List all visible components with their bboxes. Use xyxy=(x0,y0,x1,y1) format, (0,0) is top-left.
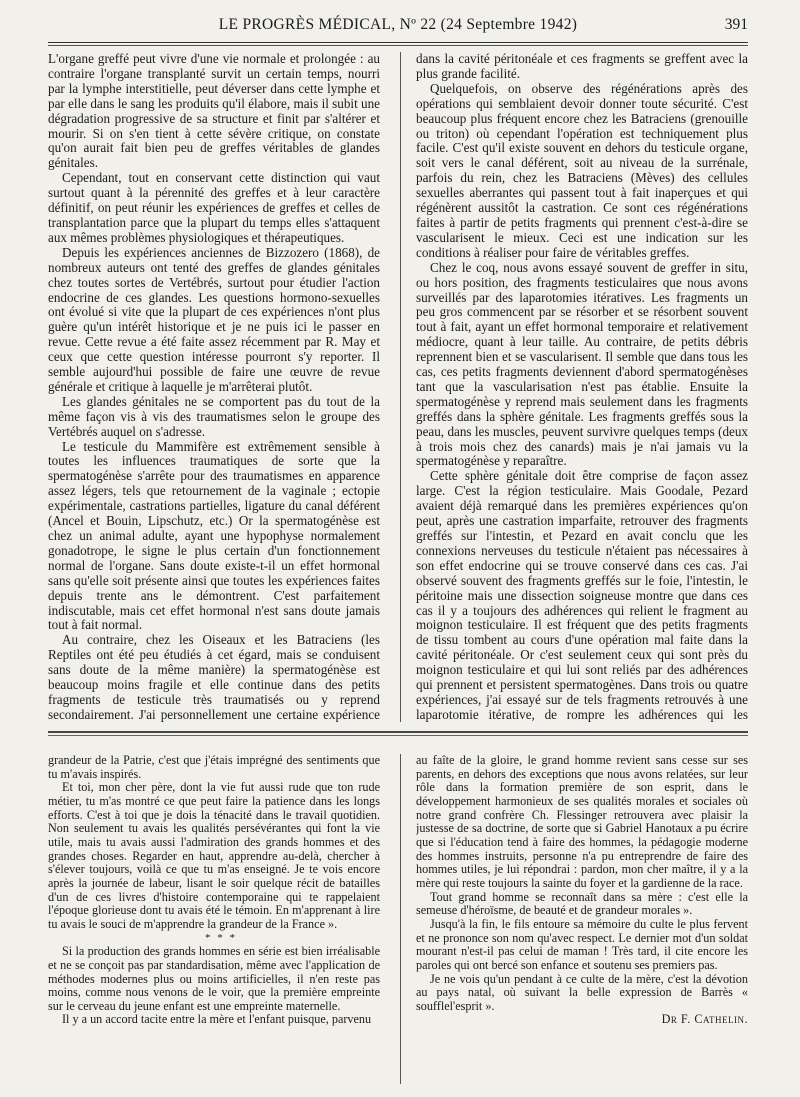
column-divider-bottom xyxy=(400,754,401,1084)
running-title: LE PROGRÈS MÉDICAL, Nº 22 (24 Septembre 1942) xyxy=(218,16,578,33)
paragraph: Jusqu'à la fin, le fils entoure sa mémoire du culte le plus fervent et ne prononce son nom qu'avec respect. Le dernier mot d'un soldat mourant n'est-il pas celui de maman ! Très tard, il cite encore les paroles qui ont bercé son enfance et soutenu ses premiers pas. xyxy=(416,916,748,972)
author-signature: Dr F. Cathelin. xyxy=(661,1012,748,1027)
paragraph: Si la production des grands hommes en série est bien irréalisable et ne se conçoit pas par standardisation, même avec l'application de méthodes modernes plus ou moins artificielles, il n'en reste pas moins, comme nous venons de le voir, que la première empreinte sur le cerveau du jeune enfant est une empreinte maternelle. xyxy=(48,944,380,1013)
paragraph: Au contraire, chez les Oiseaux et les Batraciens (les Reptiles ont été peu étudiés à cet égard, mais se conduisent sans doute de la même manière) la spermatogénèse est beaucoup moins fragile et elle continue dans des petits fragments de testicule très traumatisés ou y reprend secondairement. J'ai personnellement une certaine expérience xyxy=(48,632,380,722)
paragraph: Cette sphère génitale doit être comprise de façon assez large. C'est la région testiculaire. Mais Goodale, Pezard avaient déjà remarqué dans les premières expériences qu'on peut, après une castration imparfaite, retrouver des fragments greffés sur l'intestin, et Pezard en avait conclu que les connexions nerveuses du testicule n'étaient pas nécessaires à son effet endocrine qui se trouve conservé dans ces cas. J'ai observé souvent des fragments greffés sur le foie, l'intestin, le péritoine mais une dissection soigneuse montre que dans ces cas il y a toujours des adhérences qui relient le fragment au moignon testiculaire. Il est fréquent que des petits fragments de tissu tombent au cours d'une opération mal faite dans la cavité péritonéale. Or c'est seulement ceux qui sont près du moignon testiculaire et qui lui sont reliés par des adhérences qui prennent et persistent spermatogènes. Dans trois ou quatre expériences, j'ai essayé sur de tels fragments retrouvés à une laparotomie itérative, de rompre les adhérences qui les xyxy=(416,468,748,722)
paragraph: Depuis les expériences anciennes de Bizzozero (1868), de nombreux auteurs ont tenté des greffes de glandes génitales chez toutes sortes de Vertébrés, surtout pour étudier l'action endocrine de ces glandes. Les questions hormono-sexuelles ont évolué si vite que la plupart de ces expériences n'ont plus guère qu'un intérêt historique et je ne puis ici le passer en revue. Cette revue a été faite assez récemment par R. May et ceux que cette question intéresse pourront s'y reporter. Il semble aujourd'hui possible de faire une œuvre de revue générale et critique à laquelle je m'arrêterai plutôt. xyxy=(48,244,380,394)
paragraph: Tout grand homme se reconnaît dans sa mère : c'est elle la semeuse d'héroïsme, de beauté et de grandeur morales ». xyxy=(416,889,748,918)
column-divider-top xyxy=(400,52,401,722)
paragraph: Le testicule du Mammifère est extrêmement sensible à toutes les influences traumatiques de sorte que la spermatogénèse s'arrête pour des traumatismes en apparence assez légers, tels que retournement de la vaginale ; ectopie expérimentale, castrations partielles, ligature du canal déférent (Ancel et Bouin, Lipschutz, etc.) Or la spermatogénèse est chez un animal adulte, ayant une hypophyse normalement gonadotrope, le signe le plus certain d'un fonctionnement normal de l'organe. Sans doute existe-t-il un effet hormonal sans qu'elle soit présente ainsi que toutes les expériences faites depuis trente ans le démontrent. C'est parfaitement indiscutable, mais cet effet hormonal n'est sans doute jamais tout à fait normal. xyxy=(48,438,380,633)
header-rule-thin xyxy=(48,45,748,46)
bottom-right-column xyxy=(416,754,748,1084)
page-number: 391 xyxy=(724,16,748,33)
paragraph: L'organe greffé peut vivre d'une vie normale et prolongée : au contraire l'organe transplanté survit un certain temps, nourri par la lymphe interstitielle, peut déverser dans cette lymphe et par elle dans le sang les produits qu'il élabore, mais il subit une dégradation progressive de sa structure et finit par s'altérer et mourir. Si on s'en tient à cette sévère critique, on constate qu'on aurait fait bien peu de greffes véritables de glandes génitales. xyxy=(48,52,380,171)
paragraph: au faîte de la gloire, le grand homme revient sans cesse sur ses parents, en dehors des exceptions que nous avons relatées, sur leur rôle dans la formation première de son esprit, dans le développement harmonieux de ses qualités morales et sociales où notre grand confrère Ch. Flessinger retrouvera avec plaisir la justesse de sa doctrine, de sorte que si Gabriel Hanotaux a pu écrire que si l'éducation tend à faire des hommes, la pédagogie moderne des hommes instruits, personne n'a pu entreprendre de faire des hommes utiles, je lui répondrai : pardon, mon cher maître, il y a la mère qui reste toujours la sainte du foyer et la gardienne de la race. xyxy=(416,754,748,890)
paragraph: dans la cavité péritonéale et ces fragments se greffent avec la plus grande facilité. xyxy=(416,52,748,81)
section-stars: * * * xyxy=(205,931,237,944)
bottom-left-column xyxy=(48,754,380,1084)
page-header xyxy=(48,16,748,40)
paragraph: Et toi, mon cher père, dont la vie fut aussi rude que ton rude métier, tu m'as montré ce que peut faire la patience dans les longs efforts. C'est à toi que je dois la ténacité dans le travail quotidien. Non seulement tu avais les qualités persévérantes qui font la vie utile, mais tu avais aussi l'admiration des grands hommes et des grandes choses. Regarder en haut, apprendre au-delà, chercher à s'élever toujours, voilà ce que tu m'as enseigné. Je te vois encore après la journée de labeur, lisant le soir quelque récit de batailles d'un de ces livres d'histoire contemporaine qui te rappelaient l'époque glorieuse dont tu avais été le témoin. En m'apprenant à lire tu avais le souci de m'apprendre la grandeur de la France ». xyxy=(48,780,380,931)
paragraph: Quelquefois, on observe des régénérations après des opérations qui semblaient devoir donner toute sécurité. C'est beaucoup plus fréquent encore chez les Batraciens (grenouille ou triton) où cependant l'opération est techniquement plus facile. C'est qu'il existe souvent en dehors du testicule organe, soit vers le canal déférent, soit au niveau de la surrénale, parfois du rein, chez les Batraciens (Mèves) des cellules sexuelles aberrantes qui passent tout à fait inaperçues et qui régénèrent aussitôt la castration. Ce sont ces régénérations faites à partir de petits fragments qui prennent c'est-à-dire se vascularisent le mieux. Ceci est une indication sur les conditions à réaliser pour faire de véritables greffes. xyxy=(416,80,748,260)
section-rule xyxy=(48,731,748,733)
paragraph: Je ne vois qu'un pendant à ce culte de la mère, c'est la dévotion au pays natal, où suivant la belle expression de Barrès « soufflel'esprit ». xyxy=(416,971,748,1013)
paragraph: grandeur de la Patrie, c'est que j'étais imprégné des sentiments que tu m'avais inspirés. xyxy=(48,754,380,781)
top-right-column xyxy=(416,52,748,722)
section-rule-thin xyxy=(48,735,748,736)
paragraph: Chez le coq, nous avons essayé souvent de greffer in situ, ou hors position, des fragments testiculaires que nous avons surveillés par des laparotomies itératives. Les fragments un peu gros commencent par se résorber et se résorbent souvent tout à fait, ayant un effet hormonal temporaire et relativement médiocre, quant à leur taille. Au contraire, de petits débris reprennent bien et se vascularisent. Il semble que dans tous les cas, ces petits fragments deviennent d'abord spermatogénèses tant que la vascularisation n'est pas établie. Ensuite la spermatogénèse y reprend mais seulement dans les fragments greffés dans la sphère génitale. Les fragments greffés sous la peau, dans les muscles, peuvent survivre quelques temps (deux à trois mois chez des canards) mais je n'ai jamais vu la spermatogénèse y reparaître. xyxy=(416,259,748,469)
paragraph: Il y a un accord tacite entre la mère et l'enfant puisque, parvenu xyxy=(62,1012,372,1027)
paragraph: Cependant, tout en conservant cette distinction qui vaut surtout quant à la pérennité des greffes et à leur caractère définitif, on peut réunir les expériences de greffes et celles de transplantation parce que la plupart du temps elles s'attaquent aux mêmes problèmes physiologiques et thérapeutiques. xyxy=(48,170,380,245)
header-rule xyxy=(48,42,748,43)
paragraph: Les glandes génitales ne se comportent pas du tout de la même façon vis à vis des traumatismes selon le groupe des Vertébrés auquel on s'adresse. xyxy=(48,393,380,439)
top-left-column xyxy=(48,52,380,722)
